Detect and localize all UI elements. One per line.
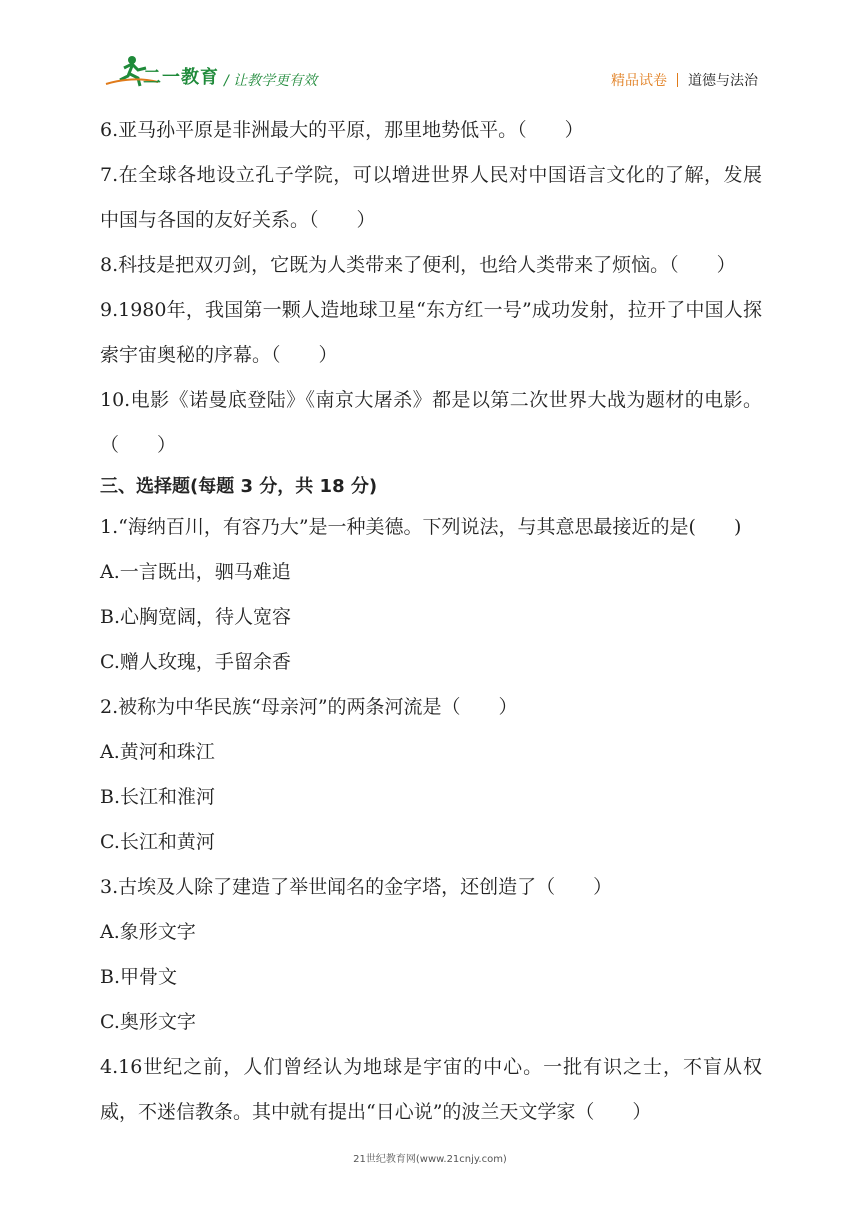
option-2a: A.黄河和珠江 [100,741,215,763]
option-2c: C.长江和黄河 [100,831,215,853]
tf-item-10: 10.电影《诺曼底登陆》《南京大屠杀》都是以第二次世界大战为题材的电影。（ ） [100,389,762,456]
question-3: 3.古埃及人除了建造了举世闻名的金字塔，还创造了（ ） [100,876,613,898]
option-3c: C.奥形文字 [100,1011,196,1033]
option-3b: B.甲骨文 [100,966,178,988]
header-right [611,70,758,90]
option-1a: A.一言既出，驷马难追 [100,561,291,583]
tf-item-8: 8.科技是把双刃剑，它既为人类带来了便利，也给人类带来了烦恼。（ ） [100,254,736,276]
option-1c: C.赠人玫瑰，手留余香 [100,651,291,673]
separator [677,73,678,87]
tf-item-9: 9.1980年，我国第一颗人造地球卫星“东方红一号”成功发射，拉开了中国人探索宇宙奥秘的序幕。（ ） [100,299,762,366]
option-1b: B.心胸宽阔，待人宽容 [100,606,292,628]
tf-item-6: 6.亚马孙平原是非洲最大的平原，那里地势低平。（ ） [100,119,584,141]
page-header [0,0,860,100]
question-1: 1.“海纳百川，有容乃大”是一种美德。下列说法，与其意思最接近的是( ) [100,516,742,538]
option-2b: B.长江和淮河 [100,786,216,808]
option-3a: A.象形文字 [100,921,196,943]
slogan: / 让教学更有效 [224,73,318,89]
logo-text: 二一教育 [143,67,219,88]
badge-label: 精品试卷 [611,73,667,89]
question-4: 4.16世纪之前，人们曾经认为地球是宇宙的中心。一批有识之士，不盲从权威，不迷信教条。其中就有提出“日心说”的波兰天文学家（ ） [100,1056,762,1123]
document-body [100,108,762,1135]
footer-source: 21世纪教育网(www.21cnjy.com) [353,1154,507,1165]
tf-item-7: 7.在全球各地设立孔子学院，可以增进世界人民对中国语言文化的了解，发展中国与各国的友好关系。（ ） [100,164,762,231]
section-3-title: 三、选择题(每题 3 分，共 18 分) [100,476,378,497]
question-2: 2.被称为中华民族“母亲河”的两条河流是（ ） [100,696,518,718]
subject-label: 道德与法治 [688,73,758,89]
